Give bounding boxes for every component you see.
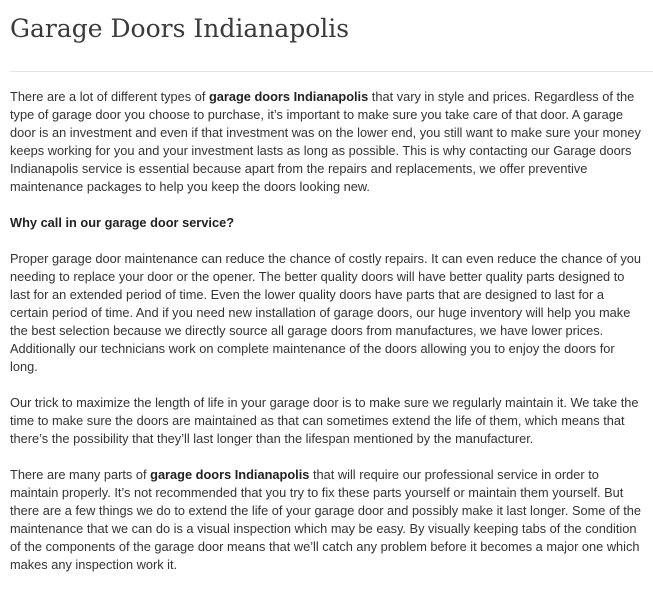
article-body <box>10 88 642 592</box>
paragraph-maintenance: Proper garage door maintenance can reduce the chance of costly repairs. It can even reduce the chance of you needing to replace your door or the opener. The better quality doors will have better quality parts designed to last for an extended period of time. Even the lower quality doors have parts that are designed to last for a certain period of time. And if you need new installation of garage doors, our huge inventory will help you make the best selection because we directly source all garage doors from manufactures, we have lower prices. Additionally our technicians work on complete maintenance of the doors allowing you to enjoy the doors for long. <box>10 251 641 374</box>
keyword-highlight: garage doors Indianapolis <box>150 467 310 482</box>
paragraph-intro-text-end: that vary in style and prices. Regardless of the type of garage door you choose to purchase, it’s important to make sure you take care of that door. A garage door is an investment and even if that investment was on the lower end, you still want to make sure your money keeps working for you and your investment lasts as long as possible. This is why contacting our Garage doors Indianapolis service is essential because apart from the repairs and replacements, we offer preventive maintenance packages to help you keep the doors looking new. <box>10 89 641 194</box>
section-heading: Why call in our garage door service? <box>10 215 235 230</box>
keyword-highlight: garage doors Indianapolis <box>208 89 369 104</box>
paragraph-parts-text-start: There are many parts of <box>10 467 151 482</box>
title-divider <box>10 71 653 72</box>
paragraph-intro <box>10 88 642 196</box>
paragraph-intro-text-start: There are a lot of different types of <box>10 89 209 104</box>
paragraph-parts <box>10 466 642 574</box>
page-title: Garage Doors Indianapolis <box>10 14 350 43</box>
paragraph-parts-text-end: that will require our professional service in order to maintain properly. It’s not recommended that you try to fix these parts yourself or maintain them yourself. But there are a few things we do to extend the life of your garage door and possibly make it last longer. Some of the maintenance that we can do is a visual inspection which may be easy. By visually keeping tabs of the condition of the components of the garage door means that we’ll catch any problem before it becomes a major one which makes any inspection work it. <box>10 467 641 572</box>
paragraph-trick: Our trick to maximize the length of life in your garage door is to make sure we regularly maintain it. We take the time to make sure the doors are maintained as that can sometimes extend the life of them, which means that there’s the possibility that they’ll last longer than the lifespan mentioned by the manufacturer. <box>10 395 639 446</box>
